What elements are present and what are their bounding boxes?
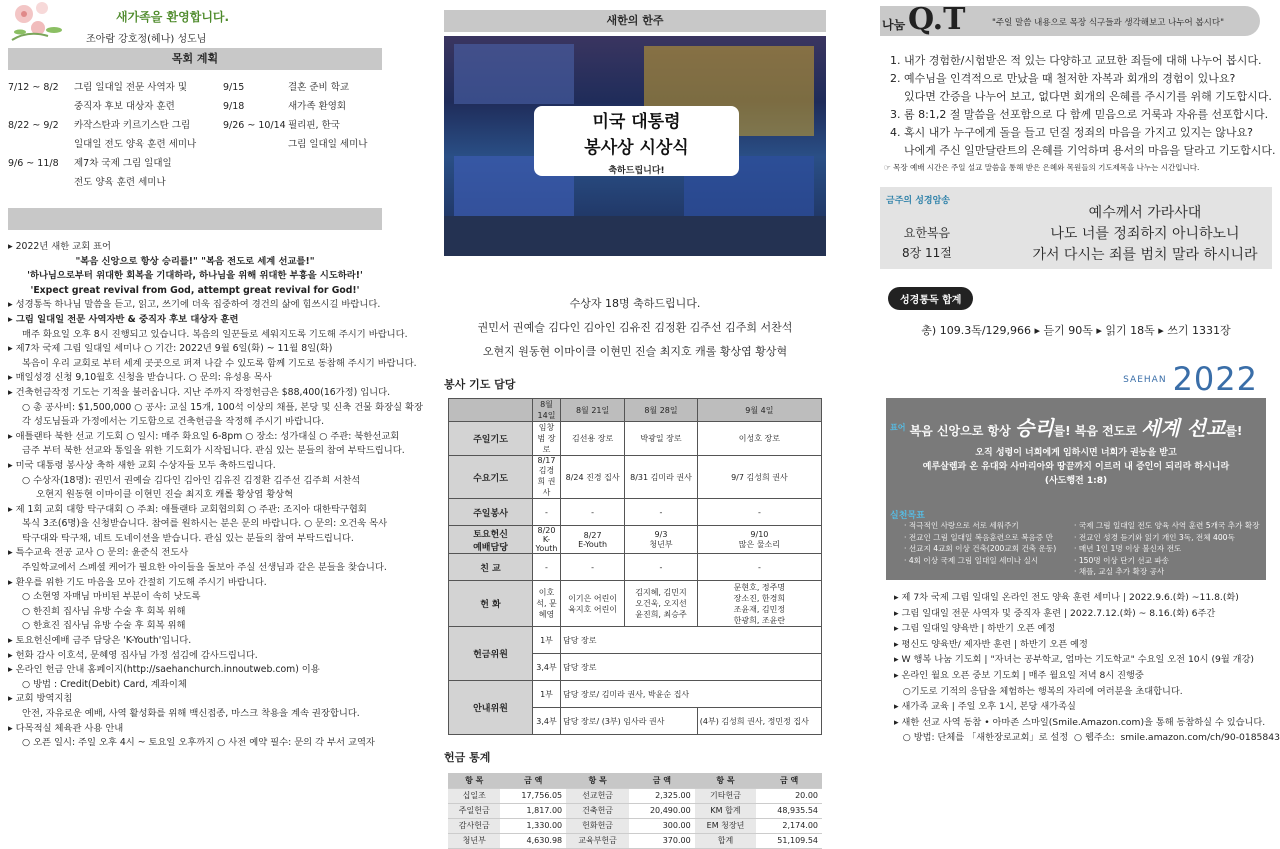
- scripture: [886, 446, 1266, 488]
- scripture-line: 오직 성령이 너희에게 임하시면 너희가 권능을 받고: [975, 448, 1177, 458]
- goal-item: · 적극적인 사랑으로 서로 세워주기: [904, 521, 1019, 530]
- fin-cell: 감사헌금: [448, 818, 500, 833]
- qt-questions: [890, 52, 1276, 160]
- motto-part: 를!: [1225, 424, 1243, 438]
- news-line: ○ 한효진 집사님 유방 수술 후 회복 위해: [22, 620, 186, 632]
- news-line: 복음이 우리 교회로 부터 세계 곳곳으로 퍼져 나갈 수 있도록 함께 기도로 동참해 주시기 바랍니다.: [22, 357, 417, 369]
- reading-total: [880, 287, 1272, 357]
- goal-item: · 국제 그림 일대일 전도 양육 사역 훈련 5개국 추가 확장: [1074, 521, 1260, 530]
- table-cell: 9/3 청년부: [625, 526, 698, 554]
- motto-emph: 승리: [1014, 416, 1054, 440]
- goals-right: [1074, 520, 1259, 578]
- table-row: [449, 422, 822, 456]
- fin-cell: 선교헌금: [566, 788, 629, 803]
- qt-question: 1. 내가 경험한/시험받은 적 있는 다양하고 교묘한 죄들에 대해 나누어 봅시다.: [890, 54, 1262, 67]
- award-line: 오현지 원동현 이마이클 이현민 진슬 최지호 캐롤 황상엽 황상혁: [482, 345, 788, 358]
- goal-item: · 매년 1인 1명 이상 불신자 전도: [1074, 544, 1182, 553]
- row-label: 헌 화: [449, 581, 533, 627]
- table-row: [449, 456, 822, 499]
- table-cell: -: [697, 499, 821, 526]
- fin-header: 금 액: [500, 773, 566, 788]
- schedule-date: 9/26 ~ 10/14: [223, 120, 286, 131]
- announcement: ▸ 온라인 월요 오픈 중보 기도회 | 매주 월요일 저녁 8시 진행중: [894, 669, 1144, 681]
- fin-cell: 건축헌금: [566, 803, 629, 818]
- date-header: 8월 28일: [625, 399, 698, 422]
- announcement: ▸ 제 7차 국제 그림 일대일 온라인 전도 양육 훈련 세미나 | 2022.9.6.(화) ~11.8.(화): [894, 592, 1239, 603]
- row-label: 헌금위원: [449, 627, 533, 681]
- news-line: 탁구대와 탁구채, 네트 도네이션을 받습니다. 관심 있는 분들의 참여 부탁드립니다.: [22, 532, 354, 544]
- announcement: ▸ W 행복 나눔 기도회 | "자녀는 공부학교, 엄마는 기도학교" 수요일 오전 10시 (9월 개강): [894, 654, 1255, 666]
- table-cell: 9/10 많은 물소리: [697, 526, 821, 554]
- announcement: ▸ 새가족 교육 | 주일 오후 1시, 본당 새가족실: [894, 701, 1076, 713]
- fin-cell: 2,325.00: [629, 788, 695, 803]
- sub-value: 담당 장로/ (3부) 임사라 권사: [561, 708, 698, 735]
- announcement: ○ 방법: 단체를 「새한장로교회」로 설정 ○ 웹주소: smile.amazon.com/ch/90-0185843: [894, 732, 1280, 744]
- fin-cell: 합계: [695, 833, 757, 848]
- motto-part: 복음 신앙으로 항상: [909, 424, 1015, 438]
- schedule-date: 7/12 ~ 8/2: [8, 82, 59, 93]
- center-column: [440, 0, 830, 845]
- row-label: 주일기도: [449, 422, 533, 456]
- announcement: ○기도로 기적의 응답을 체험하는 행복의 자리에 여러분을 초대합니다.: [894, 685, 1183, 697]
- table-cell: -: [625, 554, 698, 581]
- news-line: ▸ 교회 방역지침: [8, 693, 73, 705]
- verse-line: 나도 너를 정죄하지 아니하노니: [1050, 226, 1240, 242]
- table-cell: -: [561, 554, 625, 581]
- fin-cell: KM 합계: [695, 803, 757, 818]
- fin-cell: 370.00: [629, 833, 695, 848]
- row-label: 토요헌신 예배담당: [449, 526, 533, 554]
- church-vision-box: [886, 398, 1266, 580]
- news-line: ○ 소현영 자매님 마비된 부분이 속히 낫도록: [22, 591, 201, 603]
- table-cell: -: [625, 499, 698, 526]
- award-ceremony-photo: [444, 36, 826, 256]
- qt-header: [880, 0, 1272, 48]
- qt-label: 나눔: [882, 18, 906, 32]
- news-list: [8, 240, 423, 751]
- news-line: 각 성도님들과 가정에서는 기도함으로 건축헌금을 작정해 주시기 바랍니다.: [22, 416, 325, 428]
- fin-cell: 4,630.98: [500, 833, 566, 848]
- announcement: ▸ 그림 일대일 전문 사역자 및 중직자 훈련 | 2022.7.12.(화) ~ 8.16.(화) 6주간: [894, 607, 1216, 619]
- sub-value: (4부) 김성희 권사, 정민정 집사: [697, 708, 821, 735]
- table-cell: 8/31 김미라 권사: [625, 456, 698, 499]
- goal-item: · 전교인 성경 듣기와 읽기 개인 3독, 전체 400독: [1074, 532, 1235, 542]
- schedule-date: 8/22 ~ 9/2: [8, 120, 59, 131]
- table-cell: 8/17 김경희 권사: [533, 456, 561, 499]
- verse-book: 요한복음: [903, 226, 951, 240]
- row-label: 안내위원: [449, 681, 533, 735]
- fin-header: 항 목: [448, 773, 500, 788]
- motto-label: 표어: [890, 423, 906, 432]
- fin-cell: 주일헌금: [448, 803, 500, 818]
- news-line: 매주 화요일 오후 8시 진행되고 있습니다. 복음의 일꾼들로 세워지도록 기도해 주시기 바랍니다.: [22, 328, 408, 340]
- fin-cell: 1,330.00: [500, 818, 566, 833]
- schedule-item: 새가족 환영회: [288, 101, 347, 112]
- verse-label: 금주의 성경암송: [886, 196, 950, 206]
- offering-table-wrap: [448, 773, 822, 849]
- table-cell: 박광일 장로: [625, 422, 698, 456]
- news-line: 금주 부터 북한 선교와 통일을 위한 기도회가 시작됩니다. 관심 있는 분들의 참여 부탁드립니다.: [22, 445, 405, 457]
- goal-item: · 채플, 교실 추가 확장 공사: [1074, 567, 1165, 576]
- date-header: 8월 21일: [561, 399, 625, 422]
- welcome-title: 새가족을 환영합니다.: [116, 10, 230, 24]
- news-line: 안전, 자유로운 예배, 사역 활성화를 위해 백신접종, 마스크 착용을 계속 권장합니다.: [22, 708, 360, 719]
- motto-part: 를! 복음 전도로: [1053, 424, 1142, 438]
- table-cell: 임창범 장로: [533, 422, 561, 456]
- sub-label: 1부: [533, 627, 561, 654]
- table-cell: 이호석, 문혜영: [533, 581, 561, 627]
- service-title: 봉사 기도 담당: [444, 378, 516, 391]
- fin-header: 금 액: [629, 773, 695, 788]
- table-cell: 김선용 장로: [561, 422, 625, 456]
- row-label: 친 교: [449, 554, 533, 581]
- news-line: ▸ 제7차 국제 그림 일대일 세미나 ○ 기간: 2022년 9월 6일(화) ~ 11월 8일(화): [8, 343, 333, 355]
- fin-cell: 십일조: [448, 788, 500, 803]
- verse-text: [1025, 203, 1265, 266]
- service-table: [448, 398, 822, 735]
- qt-question: 있다면 간증을 나누어 보고, 없다면 회개의 은혜를 주시기를 위해 기도합시다.: [890, 90, 1272, 103]
- reading-label: 성경통독 합계: [888, 287, 973, 310]
- news-line: ▸ 특수교육 전공 교사 ○ 문의: 윤준식 전도사: [8, 547, 189, 559]
- flower-decoration-icon: [8, 0, 80, 46]
- fin-cell: 기타헌금: [695, 788, 757, 803]
- table-cell: 김지혜, 김민지 오건욱, 오지선 윤진희, 최승주: [625, 581, 698, 627]
- church-motto: [886, 412, 1266, 441]
- fin-cell: 20.00: [756, 788, 822, 803]
- new-member-name: 조아람 강호정(헤나) 성도님: [86, 34, 207, 45]
- schedule-date: 9/6 ~ 11/8: [8, 158, 59, 169]
- sub-label: 3,4부: [533, 708, 561, 735]
- motto-emph: 세계 선교: [1141, 416, 1226, 440]
- table-cell: -: [533, 499, 561, 526]
- verse-chapter: 8장 11절: [902, 246, 952, 260]
- news-line: ○ 한진희 집사님 유방 수술 후 회복 위해: [22, 605, 186, 617]
- year-number: 2022: [1172, 360, 1258, 398]
- table-cell: 8/27 E-Youth: [561, 526, 625, 554]
- left-column: [0, 0, 423, 770]
- table-row: [449, 526, 822, 554]
- news-line: 'Expect great revival from God, attempt great revival for God!': [30, 284, 360, 296]
- news-line: ▸ 매일성경 신청 9,10월호 신청을 받습니다. ○ 문의: 유성용 목사: [8, 372, 272, 384]
- news-line: ▸ 온라인 헌금 안내 홈페이지(http://saehanchurch.innoutweb.com) 이용: [8, 664, 320, 676]
- news-line: ▸ 환우를 위한 기도 마음을 모아 간절히 기도해 주시기 바랍니다.: [8, 576, 267, 588]
- news-line: ▸ 헌화 감사 이호석, 문혜영 집사님 가정 섬김에 감사드립니다.: [8, 649, 258, 661]
- goal-label: 실천목표: [890, 511, 925, 521]
- photo-caption-line3: 축하드립니다!: [608, 166, 665, 176]
- memory-verse: [880, 187, 1272, 269]
- announcement: ▸ 그림 일대일 양육반 | 하반기 오픈 예정: [894, 623, 1056, 635]
- fin-cell: 청년부: [448, 833, 500, 848]
- qt-question: 2. 예수님을 인격적으로 만났을 때 철저한 자복과 회개의 경험이 있나요?: [890, 72, 1236, 85]
- year-brand: SAEHAN: [1123, 375, 1167, 385]
- table-cell: -: [533, 554, 561, 581]
- qt-subtitle: "주일 말씀 내용으로 목장 식구들과 생각해보고 나누어 봅시다": [992, 18, 1225, 28]
- fin-cell: EM 청장년: [695, 818, 757, 833]
- goal-item: · 전교인 그림 일대일 복음훈련으로 복음증 만: [904, 532, 1053, 542]
- table-cell: 이성호 장로: [697, 422, 821, 456]
- row-label: 주일봉사: [449, 499, 533, 526]
- goals-left: [904, 520, 1056, 566]
- schedule-item: 전도 양육 훈련 세미나: [74, 177, 166, 188]
- year-mark: [1123, 360, 1258, 398]
- announcements: [894, 590, 1280, 746]
- news-line: 복식 3조(6명)을 신청받습니다. 참여를 원하시는 분은 문의 바랍니다. ○ 문의: 오건욱 목사: [22, 518, 388, 530]
- table-corner: [449, 399, 533, 422]
- schedule-date: 9/18: [223, 101, 245, 112]
- table-row: [448, 818, 822, 833]
- table-cell: 8/20 K-Youth: [533, 526, 561, 554]
- award-line: 수상자 18명 축하드립니다.: [569, 297, 701, 310]
- fin-cell: 17,756.05: [500, 788, 566, 803]
- fin-cell: 51,109.54: [756, 833, 822, 848]
- announcement: ▸ 평신도 양육반/ 제자반 훈련 | 하반기 오픈 예정: [894, 638, 1088, 650]
- table-cell: -: [697, 554, 821, 581]
- goal-item: · 4회 이상 국제 그림 일대일 세미나 실시: [904, 555, 1039, 565]
- table-row: [448, 803, 822, 818]
- news-line: ○ 수상자(18명): 권민서 권예슬 김다인 김아인 김유진 김정환 김주선 김주희 서찬석: [22, 474, 361, 486]
- row-label: 수요기도: [449, 456, 533, 499]
- fin-header: 항 목: [695, 773, 757, 788]
- goal-item: · 선교지 4교회 이상 건축(200교회 건축 운동): [904, 544, 1057, 553]
- schedule-item: 필리핀, 한국: [288, 120, 340, 131]
- photo-caption-line2: 봉사상 시상식: [584, 138, 689, 158]
- service-table-wrap: [448, 398, 822, 735]
- weekly-title: 새한의 한주: [444, 10, 826, 32]
- schedule-item: 제7차 국제 그림 일대일: [74, 158, 172, 169]
- table-row: [449, 499, 822, 526]
- table-row: [449, 581, 822, 627]
- news-line: ▸ 그림 일대일 전문 사역자반 & 중직자 후보 대상자 훈련: [8, 313, 239, 325]
- date-header: 8월 14일: [533, 399, 561, 422]
- news-line: 주일학교에서 스페셜 케어가 필요한 아이들을 돌보아 주실 선생님과 같은 분들을 찾습니다.: [22, 562, 387, 574]
- schedule-item: 중직자 후보 대상자 훈련: [74, 101, 175, 112]
- photo-caption-line1: 미국 대통령: [592, 112, 681, 132]
- reading-stats: 총) 109.3독/129,966 ▸ 듣기 90독 ▸ 읽기 18독 ▸ 쓰기 1331장: [921, 324, 1231, 337]
- news-line: ○ 오픈 일시: 주일 오후 4시 ~ 토요일 오후까지 ○ 사전 예약 필수: 문의 각 부서 교역자: [22, 737, 375, 749]
- news-header: [8, 208, 382, 230]
- news-line: ▸ 제 1회 교회 대항 탁구대회 ○ 주최: 애틀랜타 교회협의회 ○ 주관: 조지아 대한탁구협회: [8, 503, 367, 515]
- schedule-header: 목회 계획: [8, 48, 382, 70]
- fin-cell: 헌화헌금: [566, 818, 629, 833]
- goal-item: · 150명 이상 단기 선교 파송: [1074, 555, 1169, 565]
- news-line: '하나님으로부터 위대한 회복을 기대하라, 하나님을 위해 위대한 부흥을 시도하라!': [27, 270, 363, 282]
- fin-cell: 1,817.00: [500, 803, 566, 818]
- table-cell: -: [561, 499, 625, 526]
- sub-value: 담당 장로/ 김미라 권사, 박윤순 집사: [561, 681, 822, 708]
- qt-note: ☞ 목장 예배 시간은 주일 설교 말씀을 통해 받은 은혜와 목원들의 기도제목을 나누는 시간입니다.: [884, 163, 1200, 172]
- news-line: ▸ 미국 대통령 봉사상 축하 새한 교회 수상자들 모두 축하드립니다.: [8, 459, 276, 471]
- verse-line: 가서 다시는 죄를 범치 말라 하시니라: [1032, 247, 1258, 263]
- qt-question: 나에게 주신 일만달란트의 은혜를 기억하며 용서의 마음을 달라고 기도합시다.: [890, 144, 1276, 157]
- news-line: "복음 신앙으로 항상 승리를!" "복음 전도로 세계 선교를!": [75, 255, 315, 267]
- schedule-item: 결혼 준비 학교: [288, 82, 350, 93]
- offering-title: 헌금 통계: [444, 751, 491, 764]
- sub-value: 담당 장로: [561, 627, 822, 654]
- table-row: [448, 833, 822, 848]
- announcement: ▸ 새한 선교 사역 동참 • 아마존 스마일(Smile.Amazon.com)을 통해 동참하실 수 있습니다.: [894, 716, 1266, 728]
- news-line: ▸ 성경통독 하나님 말씀을 듣고, 읽고, 쓰기에 더욱 집중하여 경건의 삶에 힘쓰시길 바랍니다.: [8, 299, 381, 311]
- schedule-item: 그림 일대일 전문 사역자 및: [74, 82, 188, 93]
- table-row: [448, 788, 822, 803]
- qt-question: 3. 롬 8:1,2 절 말씀을 선포함으로 다 함께 믿음으로 거룩과 자유를 선포합시다.: [890, 108, 1269, 121]
- news-line: ○ 총 공사비: $1,500,000 ○ 공사: 교실 15개, 100석 이상의 채플, 본당 및 신축 건물 화장실 확장: [22, 401, 423, 413]
- sub-label: 1부: [533, 681, 561, 708]
- table-cell: 이기은 어린이 육지호 어린이: [561, 581, 625, 627]
- fin-header: 금 액: [756, 773, 822, 788]
- sub-value: 담당 장로: [561, 654, 822, 681]
- news-line: ▸ 다목적실 체육관 사용 안내: [8, 722, 124, 734]
- fin-cell: 2,174.00: [756, 818, 822, 833]
- scripture-line: (사도행전 1:8): [1044, 476, 1108, 486]
- schedule-item: 그림 일대일 세미나: [288, 139, 368, 150]
- table-row: [449, 554, 822, 581]
- news-line: 오현지 원동현 이마이클 이현민 진슬 최지호 캐롤 황상엽 황상혁: [36, 489, 294, 501]
- table-cell: 문현호, 정주명 장소진, 한경희 조윤재, 김민정 한광희, 조윤란: [697, 581, 821, 627]
- table-cell: 9/7 김성희 권사: [697, 456, 821, 499]
- qt-question: 4. 혹시 내가 누구에게 돌을 들고 던질 정죄의 마음을 가지고 있지는 않나요?: [890, 126, 1253, 139]
- award-line: 권민서 권예슬 김다인 김아인 김유진 김정환 김주선 김주희 서찬석: [477, 321, 793, 334]
- fin-cell: 20,490.00: [629, 803, 695, 818]
- date-header: 9월 4일: [697, 399, 821, 422]
- sub-label: 3,4부: [533, 654, 561, 681]
- schedule-item: 카작스탄과 키르기스탄 그림: [74, 120, 191, 131]
- fin-cell: 교육부헌금: [566, 833, 629, 848]
- news-line: ▸ 애틀랜타 북한 선교 기도회 ○ 일시: 매주 화요일 6-8pm ○ 장소: 성가대실 ○ 주관: 북한선교회: [8, 430, 400, 442]
- news-line: ▸ 건축헌금작정 기도는 기적을 불러옵니다. 지난 주까지 작정헌금은 $88,400(16가정) 입니다.: [8, 386, 391, 398]
- schedule-list: [8, 70, 382, 200]
- verse-line: 예수께서 가라사대: [1088, 205, 1202, 221]
- news-line: ▸ 2022년 새한 교회 표어: [8, 241, 112, 252]
- offering-table: [448, 773, 822, 849]
- news-line: ○ 방법 : Credit(Debit) Card, 계좌이체: [22, 678, 187, 690]
- fin-cell: 48,935.54: [756, 803, 822, 818]
- scripture-line: 예루살렘과 온 유대와 사마리아와 땅끝까지 이르러 내 증인이 되리라 하시니라: [922, 462, 1230, 472]
- schedule-date: 9/15: [223, 82, 245, 93]
- verse-reference: [902, 223, 952, 263]
- right-column: [880, 0, 1280, 770]
- welcome-section: [8, 0, 382, 48]
- photo-caption-box: [534, 106, 739, 176]
- fin-cell: 300.00: [629, 818, 695, 833]
- fin-header: 항 목: [566, 773, 629, 788]
- table-cell: 8/24 진경 집사: [561, 456, 625, 499]
- news-line: ▸ 토요헌신예배 금주 담당은 'K-Youth'입니다.: [8, 635, 192, 647]
- schedule-item: 일대일 전도 양육 훈련 세미나: [74, 139, 197, 150]
- qt-title: Q.T: [908, 2, 966, 37]
- award-recipients: [440, 292, 830, 364]
